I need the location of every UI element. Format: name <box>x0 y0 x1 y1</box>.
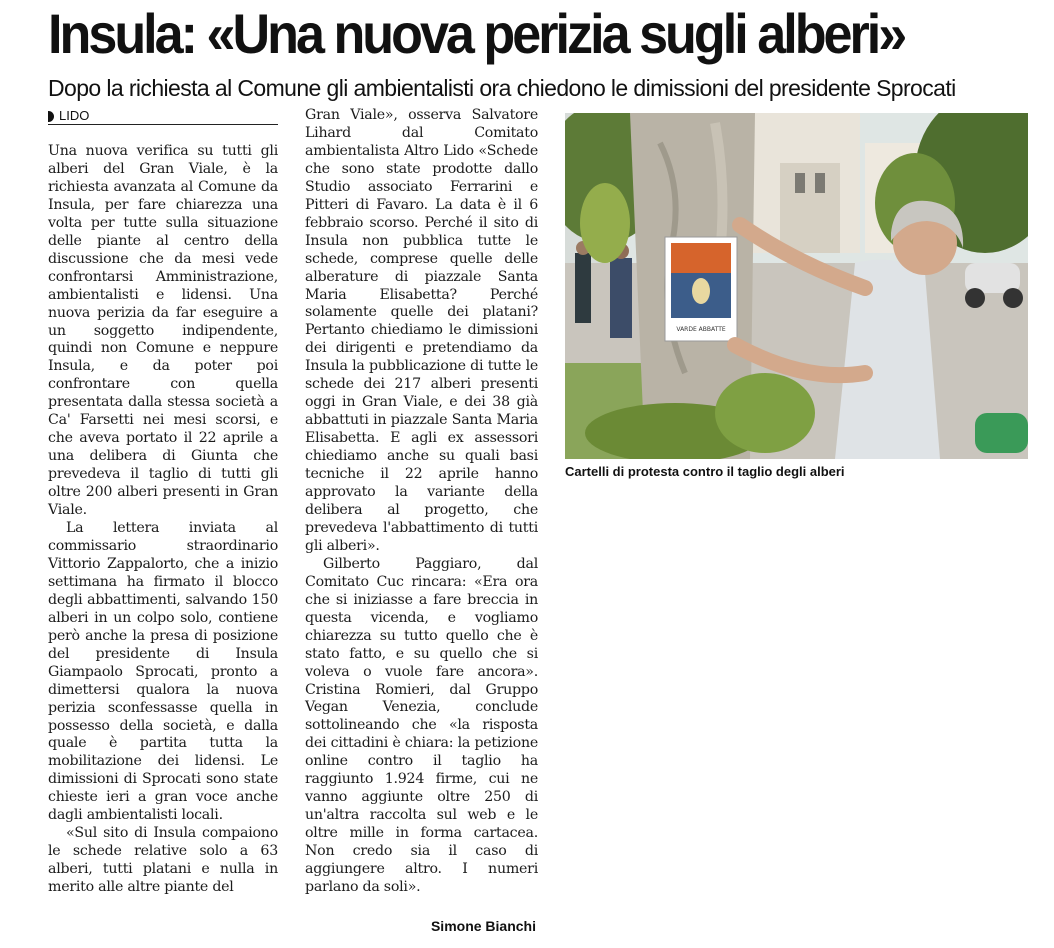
section-rule <box>48 124 278 125</box>
article-column-2 <box>305 107 538 897</box>
byline: Simone Bianchi <box>430 918 536 934</box>
paragraph: La lettera inviata al commissario straordinario Vittorio Zappalorto, che a inizio settimana ha firmato il blocco degli abbattimenti, salvando 150 alberi in un colpo solo, contiene però anche la presa di posizione del presidente di Insula Giampaolo Sprocati, pronto a dimettersi qualora la nuova perizia sconfessasse quella in possesso della società, e dalla quale è partita tutta la mobilitazione dei lidensi. Le dimissioni di Sprocati sono state chieste ieri a gran voce anche dagli ambientalisti locali. <box>48 520 278 824</box>
photo-illustration <box>565 113 1028 459</box>
section-name: LIDO <box>59 108 90 123</box>
paragraph: Una nuova verifica su tutti gli alberi del Gran Viale, è la richiesta avanzata al Comune da Insula, per fare chiarezza una volta per tutte sulla situazione delle piante al centro della discussione che da mesi vede confrontarsi Amministrazione, ambientalisti e lidensi. Una nuova perizia da far eseguire a un soggetto indipendente, quindi non Comune e neppure Insula, e da poter poi confrontare con quella presentata dalla stessa società a Ca' Farsetti nei mesi scorsi, e che aveva portato il 22 aprile a una delibera di Giunta che prevedeva il taglio di tutti gli oltre 200 alberi presenti in Gran Viale. <box>48 143 278 519</box>
section-marker-icon <box>48 111 54 122</box>
article-photo <box>565 113 1028 459</box>
paragraph: Gilberto Paggiaro, dal Comitato Cuc rincara: «Era ora che si iniziasse a fare breccia in questa vicenda, e vogliamo chiarezza su tutto quello che è stato fatto, e su quello che si voleva o vuole fare ancora». Cristina Romieri, dal Gruppo Vegan Venezia, conclude sottolineando che «la risposta dei cittadini è chiara: la petizione online contro il taglio ha raggiunto 1.924 firme, cui ne vanno aggiunte oltre 250 di un'altra raccolta sul web e le oltre mille in forma cartacea. Non credo sia il caso di aggiungere altro. I numeri parlano da soli». <box>305 555 538 895</box>
subheadline: Dopo la richiesta al Comune gli ambientalisti ora chiedono le dimissioni del presidente Sprocati <box>48 75 956 101</box>
headline: Insula: «Una nuova perizia sugli alberi» <box>48 2 905 65</box>
paragraph: Gran Viale», osserva Salvatore Lihard dal Comitato ambientalista Altro Lido «Schede che sono state prodotte dallo Studio associato Ferrarini e Pitteri di Favaro. La data è il 6 febbraio scorso. Perché il sito di Insula non pubblica tutte le schede, comprese quelle delle alberature di piazzale Santa Maria Elisabetta? Perché solamente quelle dei platani? Pertanto chiediamo le dimissioni dei dirigenti e pretendiamo da Insula la pubblicazione di tutte le schede dei 217 alberi presenti oggi in Gran Viale, e dei 38 già abbattuti in piazzale Santa Maria Elisabetta. E agli ex assessori chiediamo anche su quali basi tecniche il 22 aprile hanno approvato la variante della delibera al progetto, che prevedeva l'abbattimento di tutti gli alberi». <box>305 107 538 554</box>
section-label <box>48 107 89 125</box>
article-column-1 <box>48 143 278 897</box>
photo-caption: Cartelli di protesta contro il taglio degli alberi <box>565 464 845 479</box>
paragraph: «Sul sito di Insula compaiono le schede relative solo a 63 alberi, tutti platani e nulla in merito alle altre piante del <box>48 825 278 896</box>
sign-text: VARDE ABBATTE <box>676 326 726 333</box>
